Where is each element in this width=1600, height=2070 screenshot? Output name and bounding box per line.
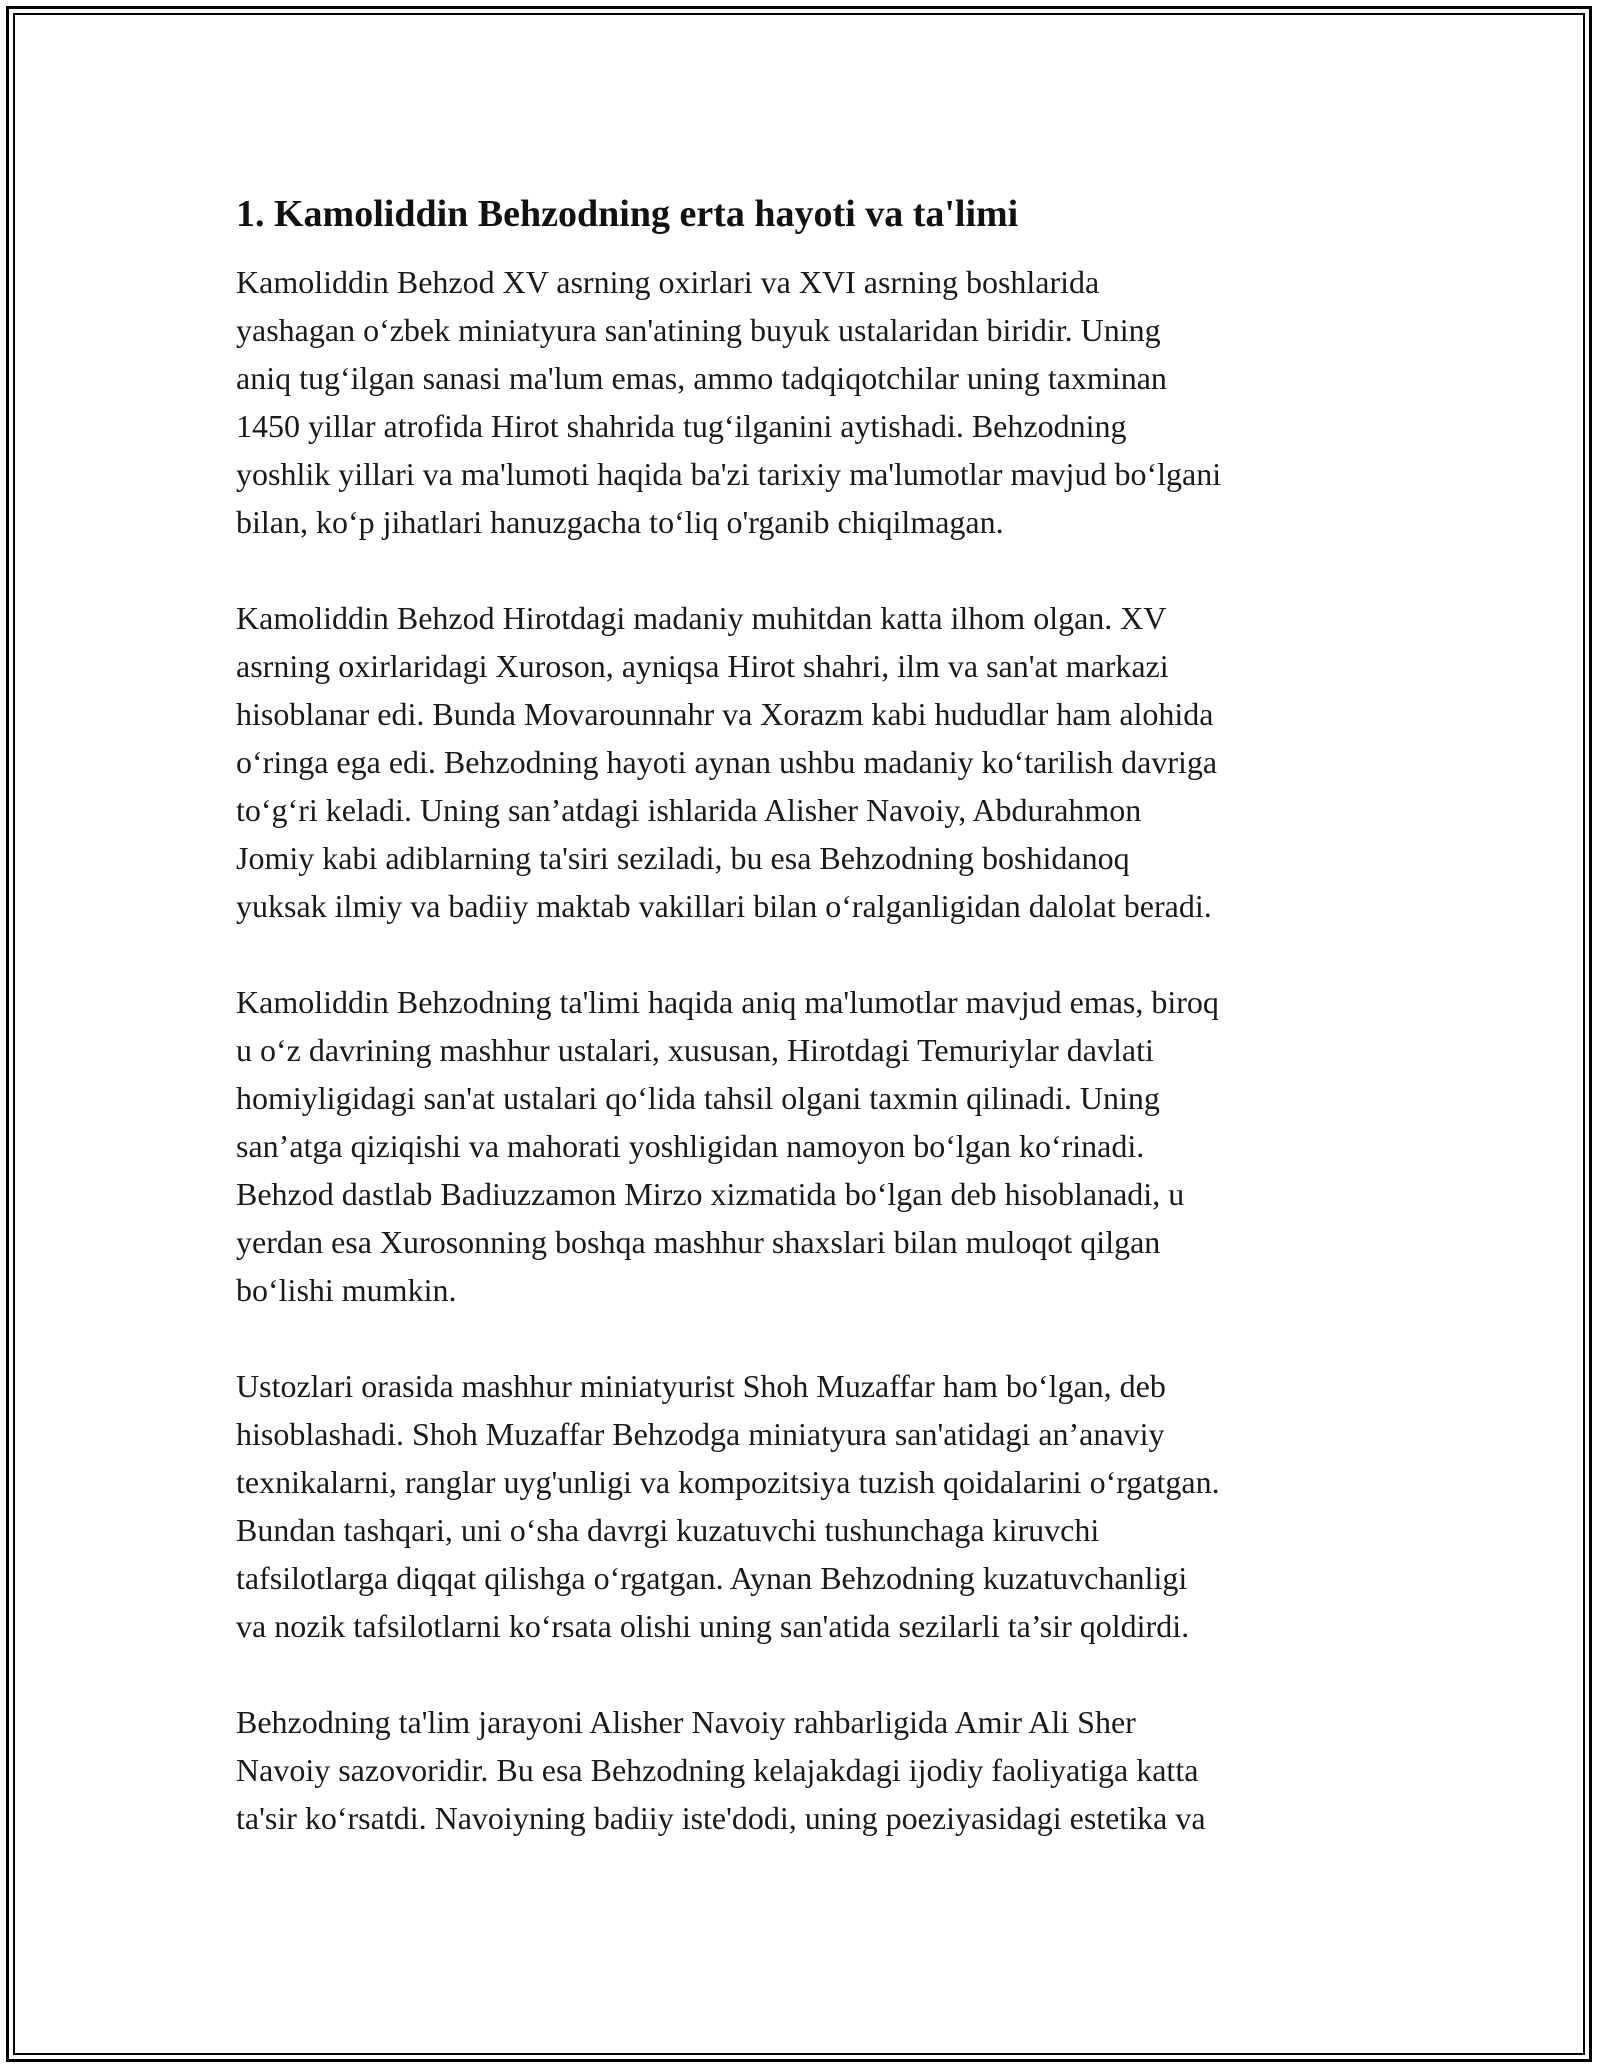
paragraph-5: Behzodning ta'lim jarayoni Alisher Navoiy rahbarligida Amir Ali Sher Navoiy sazovoridir. Bu esa Behzodning kelajakdagi ijodiy faoliyatiga katta ta'sir ko‘rsatdi. Navoiyning badiiy iste'dodi, uning poeziyasidagi estetika va [236, 1704, 1206, 1836]
section-heading: 1. Kamoliddin Behzodning erta hayoti va ta'limi [236, 193, 1019, 235]
document-body [236, 188, 1366, 1890]
paragraph-4: Ustozlari orasida mashhur miniatyurist Shoh Muzaffar ham bo‘lgan, deb hisoblashadi. Shoh Muzaffar Behzodga miniatyura san'atidagi an’anaviy texnikalarni, ranglar uyg'unligi va kompozitsiya tuzish qoidalarini o‘rgatgan. Bundan tashqari, uni o‘sha davrgi kuzatuvchi tushunchaga kiruvchi tafsilotlarga diqqat qilishga o‘rgatgan. Aynan Behzodning kuzatuvchanligi va nozik tafsilotlarni ko‘rsata olishi uning san'atida sezilarli ta’sir qoldirdi. [236, 1368, 1220, 1644]
paragraph-3: Kamoliddin Behzodning ta'limi haqida aniq ma'lumotlar mavjud emas, biroq u o‘z davrining mashhur ustalari, xususan, Hirotdagi Temuriylar davlati homiyligidagi san'at ustalari qo‘lida tahsil olgani taxmin qilinadi. Uning san’atga qiziqishi va mahorati yoshligidan namoyon bo‘lgan ko‘rinadi. Behzod dastlab Badiuzzamon Mirzo xizmatida bo‘lgan deb hisoblanadi, u yerdan esa Xurosonning boshqa mashhur shaxslari bilan muloqot qilgan bo‘lishi mumkin. [236, 984, 1219, 1308]
paragraph-2: Kamoliddin Behzod Hirotdagi madaniy muhitdan katta ilhom olgan. XV asrning oxirlaridagi Xuroson, ayniqsa Hirot shahri, ilm va san'at markazi hisoblanar edi. Bunda Movarounnahr va Xorazm kabi hududlar ham alohida o‘ringa ega edi. Behzodning hayoti aynan ushbu madaniy ko‘tarilish davriga to‘g‘ri keladi. Uning san’atdagi ishlarida Alisher Navoiy, Abdurahmon Jomiy kabi adiblarning ta'siri seziladi, bu esa Behzodning boshidanoq yuksak ilmiy va badiiy maktab vakillari bilan o‘ralganligidan dalolat beradi. [236, 600, 1218, 924]
paragraph-1: Kamoliddin Behzod XV asrning oxirlari va XVI asrning boshlarida yashagan o‘zbek miniatyura san'atining buyuk ustalaridan biridir. Uning aniq tug‘ilgan sanasi ma'lum emas, ammo tadqiqotchilar uning taxminan 1450 yillar atrofida Hirot shahrida tug‘ilganini aytishadi. Behzodning yoshlik yillari va ma'lumoti haqida ba'zi tarixiy ma'lumotlar mavjud bo‘lgani bilan, ko‘p jihatlari hanuzgacha to‘liq o'rganib chiqilmagan. [236, 264, 1222, 540]
